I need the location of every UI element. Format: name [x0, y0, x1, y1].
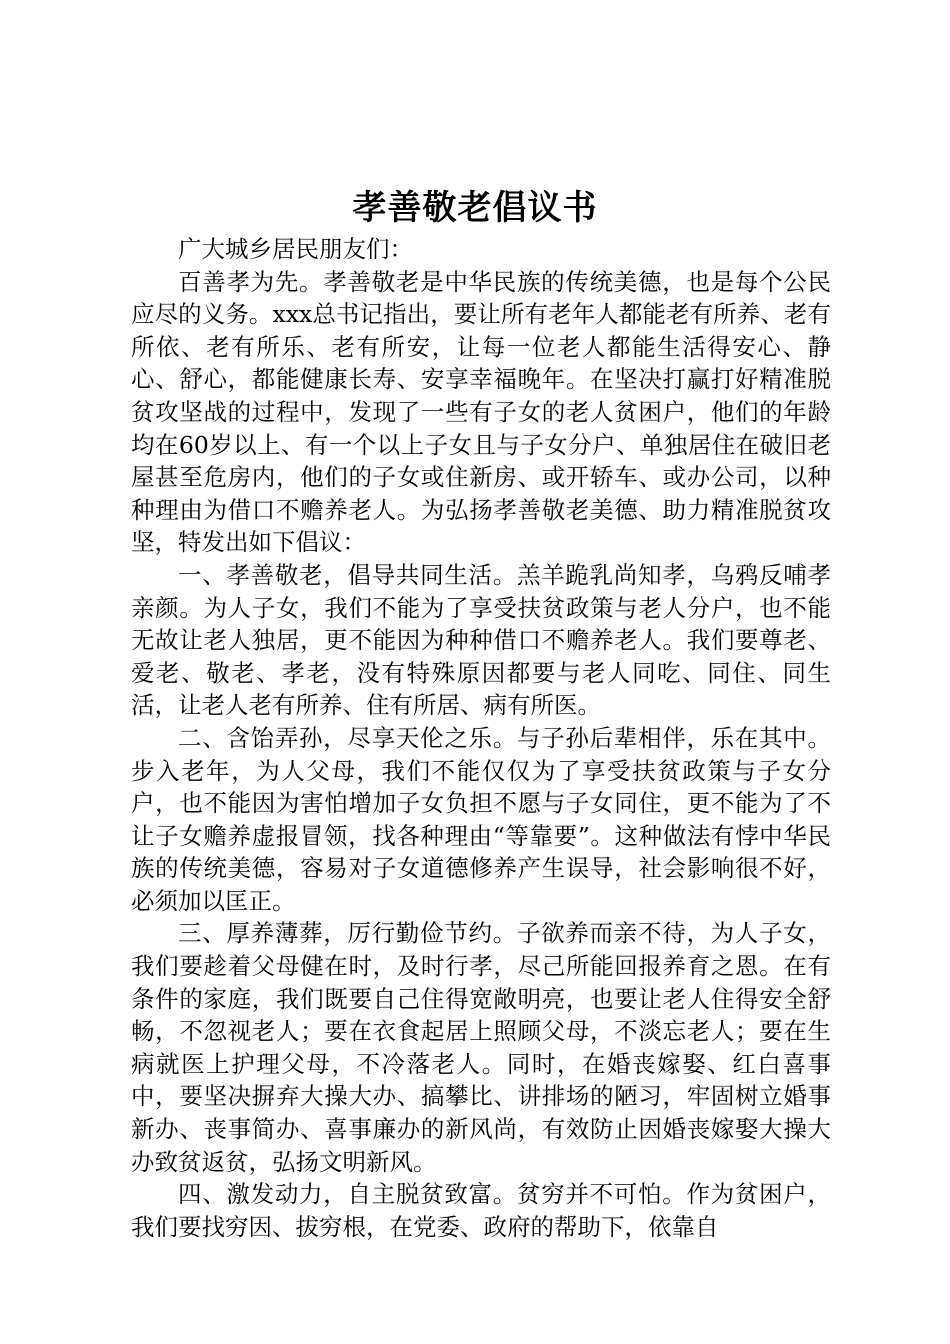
paragraph-item-3: 三、厚养薄葬，厉行勤俭节约。子欲养而亲不待，为人子女，我们要趁着父母健在时，及时行孝，尽己所能回报养育之恩。在有条件的家庭，我们既要自己住得宽敞明亮，也要让老人住得安全舒畅，不忽视老人；要在衣食起居上照顾父母，不淡忘老人；要在生病就医上护理父母，不冷落老人。同时，在婚丧嫁娶、红白喜事中，要坚决摒弃大操大办、搞攀比、讲排场的陋习，牢固树立婚事新办、丧事简办、喜事廉办的新风尚，有效防止因婚丧嫁娶大操大办致贫返贫，弘扬文明新风。 — [131, 919, 831, 1176]
document-title: 孝善敬老倡议书 — [352, 188, 598, 228]
paragraph-item-2: 二、含饴弄孙，尽享天伦之乐。与子孙后辈相伴，乐在其中。步入老年，为人父母，我们不能仅仅为了享受扶贫政策与子女分户，也不能因为害怕增加子女负担不愿与子女同住，更不能为了不让子女赡养虚报冒领，找各种理由“等靠要”。这种做法有悖中华民族的传统美德，容易对子女道德修养产生误导，社会影响很不好，必须加以匡正。 — [131, 723, 831, 915]
paragraph-item-4: 四、激发动力，自主脱贫致富。贫穷并不可怕。作为贫困户，我们要找穷因、拔穷根，在党委、政府的帮助下，依靠自 — [131, 1180, 831, 1241]
document-body — [131, 233, 831, 1243]
paragraph-intro: 百善孝为先。孝善敬老是中华民族的传统美德，也是每个公民应尽的义务。xxx总书记指出，要让所有老年人都能老有所养、老有所依、老有所乐、老有所安，让每一位老人都能生活得安心、静心、舒心，都能健康长寿、安享幸福晚年。在坚决打赢打好精准脱贫攻坚战的过程中，发现了一些有子女的老人贫困户，他们的年龄均在60岁以上、有一个以上子女且与子女分户、单独居住在破旧老屋甚至危房内，他们的子女或住新房、或开轿车、或办公司，以种种理由为借口不赡养老人。为弘扬孝善敬老美德、助力精准脱贫攻坚，特发出如下倡议： — [131, 267, 831, 557]
paragraph-item-1: 一、孝善敬老，倡导共同生活。羔羊跪乳尚知孝，乌鸦反哺孝亲颜。为人子女，我们不能为了享受扶贫政策与老人分户，也不能无故让老人独居，更不能因为种种借口不赡养老人。我们要尊老、爱老、敬老、孝老，没有特殊原因都要与老人同吃、同住、同生活，让老人老有所养、住有所居、病有所医。 — [131, 560, 831, 720]
salutation: 广大城乡居民朋友们： — [178, 235, 413, 263]
